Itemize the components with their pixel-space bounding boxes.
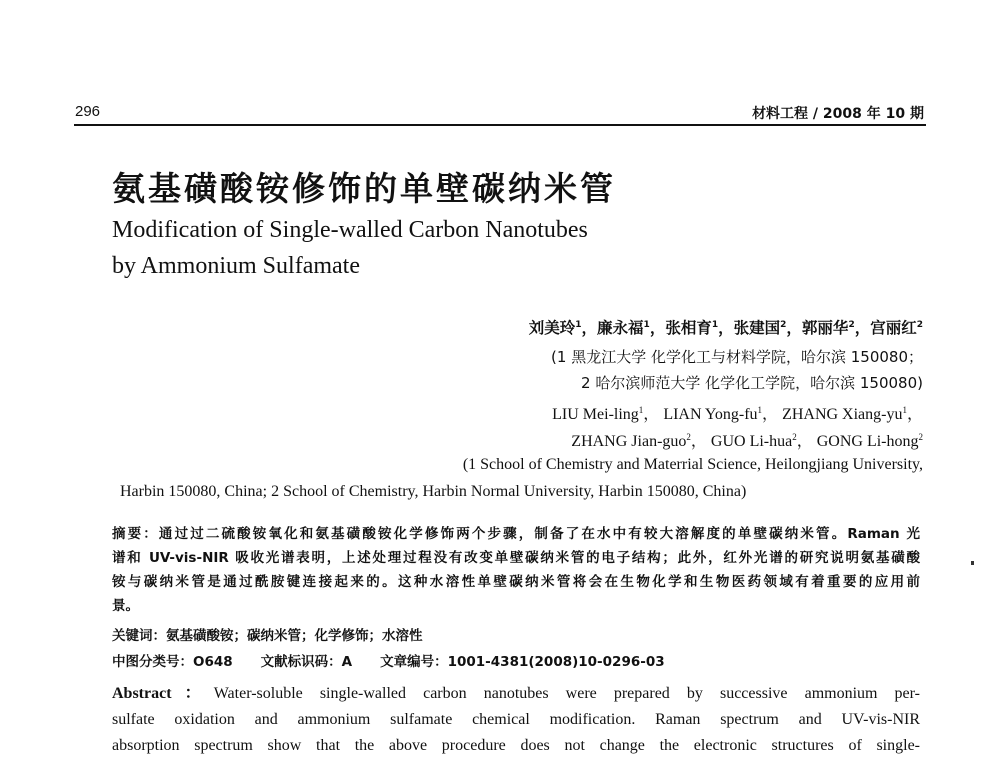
affiliation-english-line2: Harbin 150080, China; 2 School of Chemistry, Harbin Normal University, Harbin 150080, China) xyxy=(120,483,747,500)
document-code: 文献标识码：A xyxy=(260,654,353,670)
journal-issue: 材料工程 / 2008 年 10 期 xyxy=(752,106,924,122)
author: 郭丽华$^2$， xyxy=(801,319,871,337)
abstract-english-line: Abstract：Water-soluble single-walled carbon nanotubes were prepared by successive ammonium per- xyxy=(112,685,920,702)
abstract-chinese xyxy=(112,522,920,618)
keywords: 关键词：氨基磺酸铵；碳纳米管；化学修饰；水溶性 xyxy=(112,628,423,644)
title-chinese: 氨基磺酸铵修饰的单壁碳纳米管 xyxy=(112,169,616,208)
classification-line xyxy=(112,650,665,670)
title-english-line1: Modification of Single-walled Carbon Nanotubes xyxy=(112,217,588,243)
author: 宫丽红$^2$ xyxy=(870,319,923,337)
abstract-chinese-line: 谱和 UV-vis-NIR 吸收光谱表明，上述处理过程没有改变单壁碳纳米管的电子结构；此外，红外光谱的研究说明氨基磺酸 xyxy=(112,550,920,566)
abstract-chinese-line: 景。 xyxy=(112,598,139,614)
affiliation-chinese-line2: 2 哈尔滨师范大学 化学化工学院，哈尔滨 150080) xyxy=(581,374,923,392)
affiliation-english-line1: (1 School of Chemistry and Materrial Science, Heilongjiang University, xyxy=(462,456,923,473)
abstract-english xyxy=(112,681,920,759)
authors-english-line1: LIU Mei-ling$^1$， LIAN Yong-$fu^1$， ZHANG Xiang-$yu^1$， xyxy=(552,405,923,423)
affiliation-chinese-line1: (1 黑龙江大学 化学化工与材料学院，哈尔滨 150080； xyxy=(551,348,923,366)
scan-mark xyxy=(971,561,974,565)
abstract-label: Abstract： xyxy=(112,685,214,702)
authors-chinese xyxy=(529,316,923,338)
abstract-chinese-line: 铵与碳纳米管是通过酰胺键连接起来的。这种水溶性单壁碳纳米管将会在生物化学和生物医药领域有着重要的应用前 xyxy=(112,574,920,590)
header-rule xyxy=(74,124,926,126)
author: 张建国$^2$， xyxy=(733,319,802,337)
abstract-chinese-line: 摘要：通过过二硫酸铵氧化和氨基磺酸铵化学修饰两个步骤，制备了在水中有较大溶解度的单壁碳纳米管。Raman 光 xyxy=(112,526,920,542)
author: 廉永福$^1$， xyxy=(597,319,666,337)
clc-number: 中图分类号：O648 xyxy=(112,654,233,670)
title-english-line2: by Ammonium Sulfamate xyxy=(112,253,360,279)
abstract-english-line: absorption spectrum show that the above procedure does not change the electronic structures of single- xyxy=(112,737,920,754)
article-number: 文章编号：1001-4381(2008)10-0296-03 xyxy=(380,654,665,670)
author: 刘美玲$^1$， xyxy=(528,319,598,337)
abstract-english-line: sulfate oxidation and ammonium sulfamate chemical modification. Raman spectrum and UV-vis-NIR xyxy=(112,711,920,728)
authors-english-line2: ZHANG Jian-guo$^2$， GUO Li-hua$^2$， GONG Li-hong$^2$ xyxy=(571,432,923,450)
author: 张相育$^1$， xyxy=(665,319,734,337)
page-number: 296 xyxy=(75,103,101,120)
